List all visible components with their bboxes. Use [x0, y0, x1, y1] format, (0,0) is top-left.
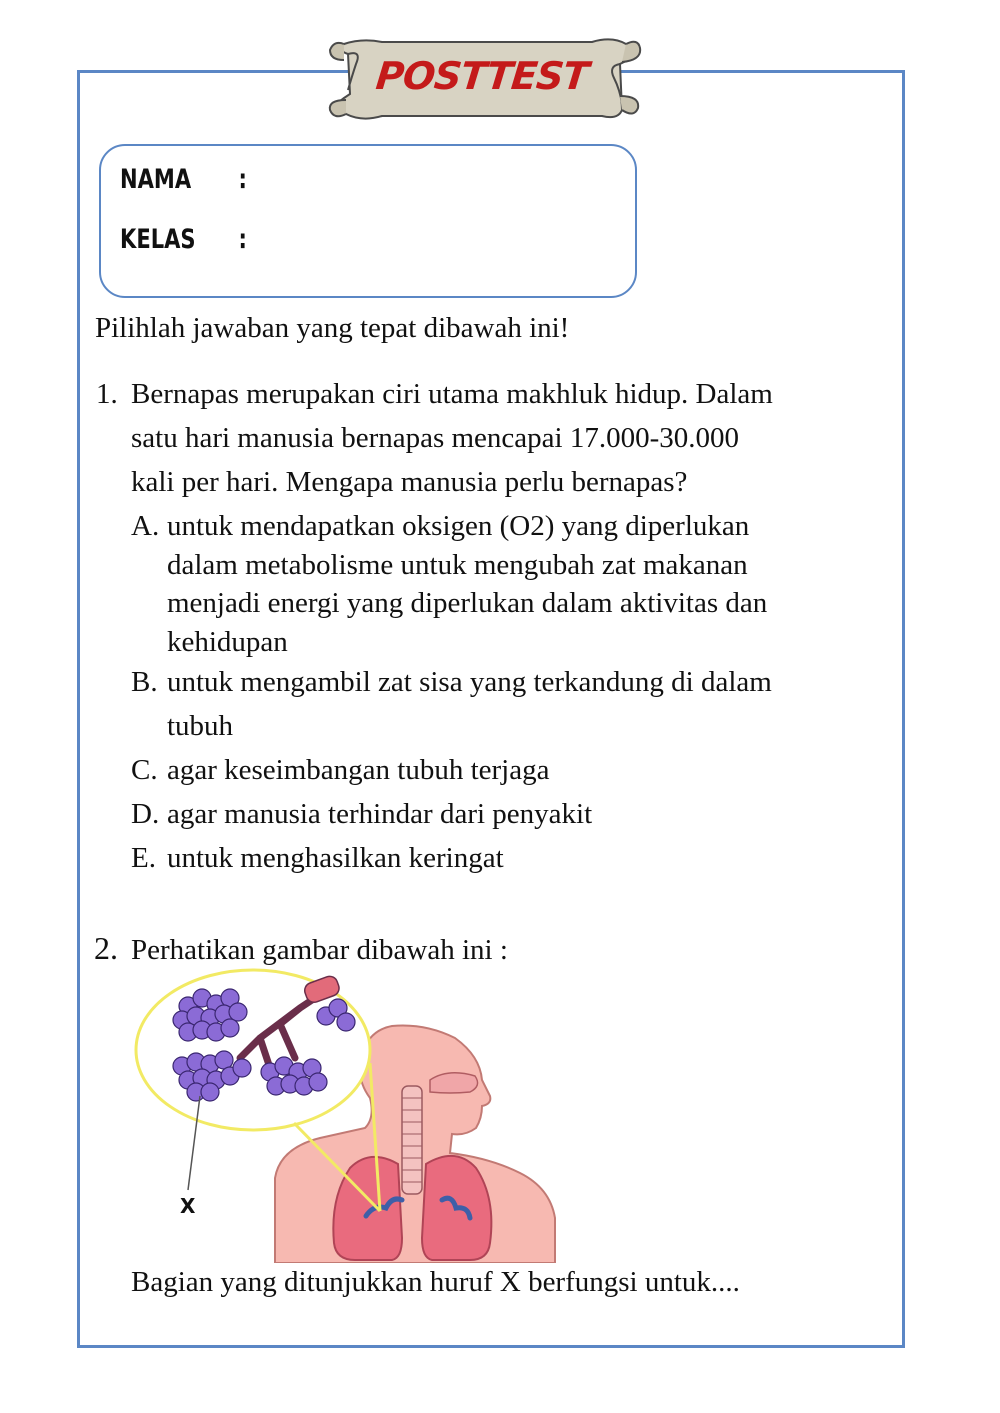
option-line: untuk mendapatkan oksigen (O2) yang diperlukan [167, 510, 750, 542]
option-letter: B. [131, 666, 158, 698]
question2-question: Bagian yang ditunjukkan huruf X berfungsi untuk.... [131, 1266, 740, 1298]
question1-line: satu hari manusia bernapas mencapai 17.000-30.000 [131, 422, 740, 454]
page-title: POSTTEST [373, 54, 591, 98]
question2-prompt: Perhatikan gambar dibawah ini : [131, 934, 508, 966]
option-line: kehidupan [167, 625, 288, 658]
title-banner [322, 30, 642, 126]
trachea [402, 1086, 422, 1194]
option-text [167, 660, 877, 748]
instruction-text: Pilihlah jawaban yang tepat dibawah ini! [95, 312, 570, 344]
option-line: dalam metabolisme untuk mengubah zat makanan [167, 548, 748, 581]
option-line: untuk menghasilkan keringat [167, 842, 504, 874]
name-label: NAMA [120, 164, 192, 195]
class-separator: : [238, 224, 247, 255]
name-separator: : [238, 164, 247, 195]
question1-line: Bernapas merupakan ciri utama makhluk hidup. Dalam [131, 378, 773, 410]
name-row [120, 164, 247, 195]
option-letter: D. [131, 798, 160, 830]
option-line: agar keseimbangan tubuh terjaga [167, 754, 550, 786]
option-text [167, 507, 877, 661]
option-text [167, 792, 877, 836]
option-line: untuk mengambil zat sisa yang terkandung di dalam [167, 666, 772, 698]
question2-number: 2. [94, 930, 118, 966]
option-letter: A. [131, 510, 160, 542]
question1-number: 1. [96, 378, 118, 410]
class-label: KELAS [120, 224, 196, 255]
option-letter: E. [131, 842, 156, 874]
option-text [167, 748, 877, 792]
option-letter: C. [131, 754, 158, 786]
class-row [120, 224, 247, 255]
question1-line: kali per hari. Mengapa manusia perlu bernapas? [131, 466, 688, 498]
option-text [167, 836, 877, 880]
respiratory-illustration [130, 968, 560, 1263]
option-line: tubuh [167, 710, 234, 742]
figure-label-x: X [180, 1194, 196, 1218]
question1-text [131, 372, 879, 504]
option-line: menjadi energi yang diperlukan dalam aktivitas dan [167, 587, 768, 619]
respiratory-system-figure [130, 968, 560, 1263]
option-line: agar manusia terhindar dari penyakit [167, 798, 593, 830]
